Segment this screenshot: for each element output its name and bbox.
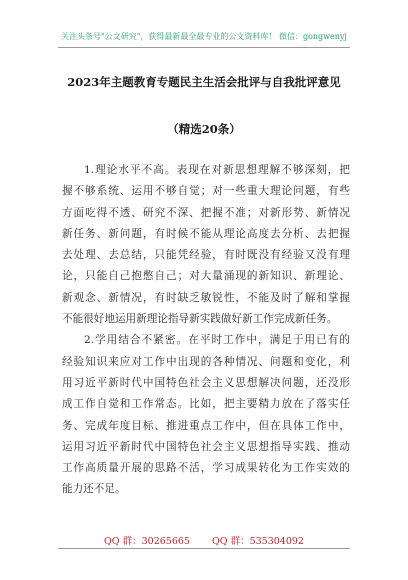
paragraph-1-line-2: 握不够系统、运用不够自觉；对一些重大理论问题，有些 — [62, 185, 350, 198]
document-body — [62, 160, 350, 501]
paragraph-2-line-4: 成工作自觉和工作常态。比如，把主要精力放在了落实任 — [62, 398, 350, 411]
paragraph-1-line-7: 新观念、新情况，有时缺乏敏锐性，不能及时了解和掌握 — [62, 291, 350, 304]
paragraph-1-line-8: 不能很好地运用新理论指导新实践做好新工作完成新任务。 — [62, 313, 338, 326]
paragraph-2-line-2: 经验知识来应对工作中出现的各种情况、问题和变化，利 — [62, 355, 350, 368]
document-subtitle: （精选20条） — [167, 122, 241, 136]
paragraph-2-line-3: 用习近平新时代中国特色社会主义思想解决问题，还没形 — [62, 376, 350, 389]
paragraph-2-line-6: 运用习近平新时代中国特色社会主义思想指导实践、推动 — [62, 440, 350, 453]
paragraph-1-line-4: 新任务、新问题，有时候不能从理论高度去分析、去把握 — [62, 227, 350, 240]
document-title: 2023年主题教育专题民主生活会批评与自我批评意见 — [67, 75, 341, 89]
paragraph-2-line-5: 务、完成年度目标、推进重点工作中，但在具体工作中， — [62, 419, 350, 432]
paragraph-2-line-7: 工作高质量开展的思路不活，学习成果转化为工作实效的 — [62, 462, 350, 475]
footer-qq-group-2: QQ 群：535304092 — [211, 536, 304, 547]
header-banner: 关注头条号"公文研究"，获得最新最全最专业的公文资料库！ 微信：gongwenyj — [61, 32, 347, 41]
header-divider — [58, 47, 350, 48]
paragraph-1-line-3: 方面吃得不透、研究不深、把握不准；对新形势、新情况 — [62, 206, 350, 219]
footer-contact — [0, 533, 408, 547]
paragraph-2-line-8: 能力还不足。 — [62, 483, 126, 496]
paragraph-1-line-6: 论，只能自己抱憋自己；对大量涌现的新知识、新理论、 — [62, 270, 350, 283]
paragraph-1-line-1: 1.理论水平不高。表现在对新思想理解不够深刻，把 — [84, 164, 350, 176]
paragraph-1-line-5: 去处理、去总结，只能凭经验，有时既没有经验又没有理 — [62, 249, 350, 262]
footer-divider — [58, 548, 350, 549]
paragraph-2-line-1: 2.学用结合不紧密。在平时工作中，满足于用已有的 — [84, 334, 350, 347]
footer-qq-group-1: QQ 群：30265665 — [104, 536, 190, 547]
